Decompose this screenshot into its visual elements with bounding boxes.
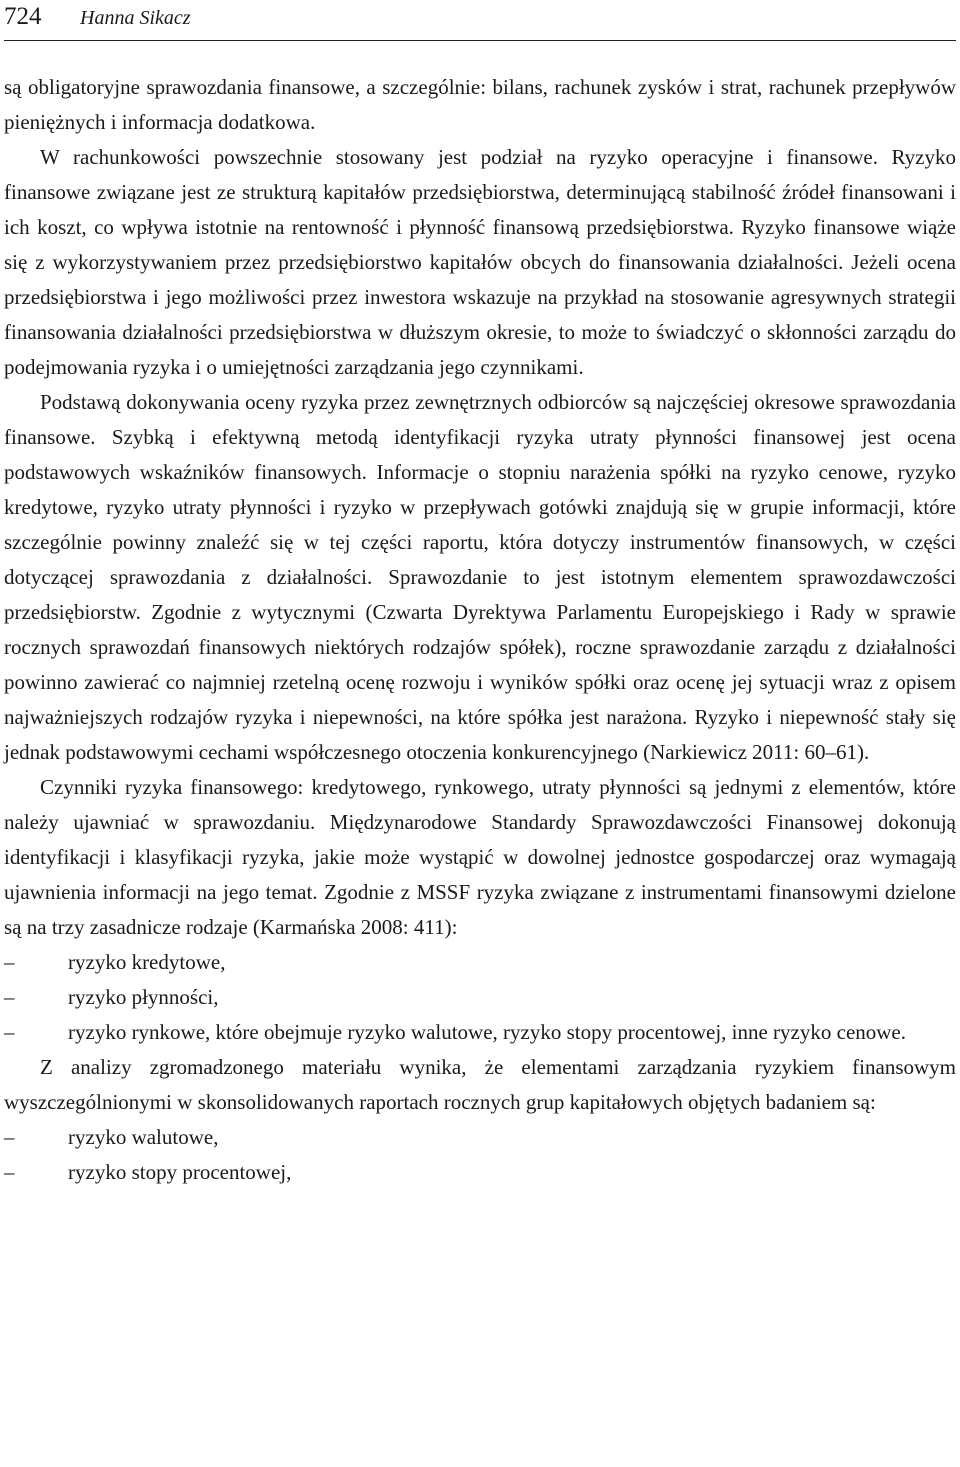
paragraph-4: Czynniki ryzyka finansowego: kredytowego, rynkowego, utraty płynności są jednymi z elementów, które należy ujawniać w sprawozdaniu. Międzynarodowe Standardy Sprawozdawczości Finansowej dokonują identyfikacji i klasyfikacji ryzyka, jakie może wystąpić w dowolnej jednostce gospodarczej oraz wymagają ujawnienia informacji na jego temat. Zgodnie z MSSF ryzyka związane z instrumentami finansowymi dzielone są na trzy zasadnicze rodzaje (Karmańska 2008: 411):: [4, 775, 956, 939]
list-item-text: ryzyko kredytowe,: [68, 950, 226, 974]
risk-types-list: [4, 945, 956, 1050]
dash-marker: –: [4, 985, 15, 1009]
list-item-text: ryzyko płynności,: [68, 985, 219, 1009]
running-head-author: Hanna Sikacz: [80, 7, 191, 29]
list-item: [4, 1120, 956, 1155]
dash-marker: –: [4, 1020, 15, 1044]
body-text: [4, 70, 956, 1190]
dash-marker: –: [4, 1160, 15, 1184]
list-item-text: ryzyko rynkowe, które obejmuje ryzyko walutowe, ryzyko stopy procentowej, inne ryzyko cenowe.: [68, 1020, 907, 1044]
risk-management-list: [4, 1120, 956, 1190]
list-item: [4, 1015, 956, 1050]
list-item: [4, 1155, 956, 1190]
list-item-text: ryzyko stopy procentowej,: [68, 1160, 292, 1184]
paragraph-2: W rachunkowości powszechnie stosowany jest podział na ryzyko operacyjne i finansowe. Ryzyko finansowe związane jest ze strukturą kapitałów przedsiębiorstwa, determinującą stabilność źródeł finansowani i ich koszt, co wpływa istotnie na rentowność i płynność finansową przedsiębiorstwa. Ryzyko finansowe wiąże się z wykorzystywaniem przez przedsiębiorstwo kapitałów obcych do finansowania działalności. Jeżeli ocena przedsiębiorstwa i jego możliwości przez inwestora wskazuje na przykład na stosowanie agresywnych strategii finansowania działalności przedsiębiorstwa w dłuższym okresie, to może to świadczyć o skłonności zarządu do podejmowania ryzyka i o umiejętności zarządzania jego czynnikami.: [4, 145, 956, 379]
page-number: 724: [4, 3, 42, 30]
list-item: [4, 945, 956, 980]
dash-marker: –: [4, 950, 15, 974]
dash-marker: –: [4, 1125, 15, 1149]
paragraph-1: są obligatoryjne sprawozdania finansowe, a szczególnie: bilans, rachunek zysków i strat, rachunek przepływów pieniężnych i informacja dodatkowa.: [4, 75, 956, 134]
paragraph-5: Z analizy zgromadzonego materiału wynika, że elementami zarządzania ryzykiem finansowym wyszczególnionymi w skonsolidowanych raportach rocznych grup kapitałowych objętych badaniem są:: [4, 1055, 956, 1114]
list-item: [4, 980, 956, 1015]
running-header: [4, 0, 956, 41]
list-item-text: ryzyko walutowe,: [68, 1125, 219, 1149]
paragraph-3: Podstawą dokonywania oceny ryzyka przez zewnętrznych odbiorców są najczęściej okresowe sprawozdania finansowe. Szybką i efektywną metodą identyfikacji ryzyka utraty płynności finansowej jest ocena podstawowych wskaźników finansowych. Informacje o stopniu narażenia spółki na ryzyko cenowe, ryzyko kredytowe, ryzyko utraty płynności i ryzyko w przepływach gotówki znajdują się w grupie informacji, które szczególnie powinny znaleźć się w tej części raportu, która dotyczy instrumentów finansowych, w części dotyczącej sprawozdania z działalności. Sprawozdanie to jest istotnym elementem sprawozdawczości przedsiębiorstw. Zgodnie z wytycznymi (Czwarta Dyrektywa Parlamentu Europejskiego i Rady w sprawie rocznych sprawozdań finansowych niektórych rodzajów spółek), roczne sprawozdanie zarządu z działalności powinno zawierać co najmniej rzetelną ocenę rozwoju i wyników spółki oraz ocenę jej sytuacji wraz z opisem najważniejszych rodzajów ryzyka i niepewności, na które spółka jest narażona. Ryzyko i niepewność stały się jednak podstawowymi cechami współczesnego otoczenia konkurencyjnego (Narkiewicz 2011: 60–61).: [4, 390, 956, 764]
